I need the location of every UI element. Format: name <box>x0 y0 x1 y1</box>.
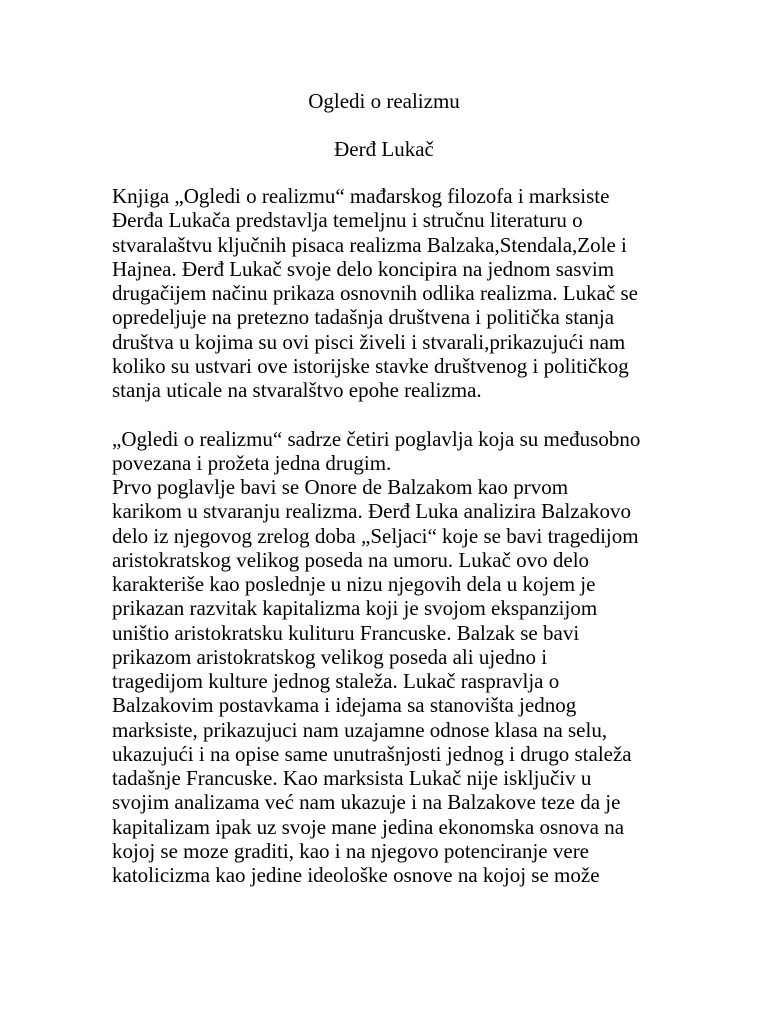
paragraph-spacer <box>112 402 712 426</box>
text-line: kojoj se moze graditi, kao i na njegovo potenciranje vere <box>112 838 590 863</box>
text-line: povezana i prožeta jedna drugim. <box>112 450 392 475</box>
text-line: koliko su ustvari ove istorijske stavke društvenog i političkog <box>112 353 629 378</box>
text-line: prikazan razvitak kapitalizma koji je svojom ekspanzijom <box>112 596 598 621</box>
text-line: uništio aristokratsku kulituru Francuske. Balzak se bavi <box>112 620 580 645</box>
text-line: ukazujući i na opise same unutrašnjosti jednog i drugo staleža <box>112 741 632 766</box>
document-title: Ogledi o realizmu <box>308 89 460 113</box>
text-line: Đerđa Lukača predstavlja temeljnu i stručnu literaturu o <box>112 208 583 233</box>
text-line: društva u kojima su ovi pisci živeli i stvarali,prikazujući nam <box>112 329 626 354</box>
paragraph-intro <box>112 184 712 402</box>
text-line: Prvo poglavlje bavi se Onore de Balzakom kao prvom <box>112 475 569 499</box>
text-line: katolicizma kao jedine ideološke osnove na kojoj se može <box>112 863 600 887</box>
text-line: opredeljuje na pretezno tadašnja društvena i politička stanja <box>112 305 615 330</box>
text-line: kapitalizam ipak uz svoje mane jedina ekonomska osnova na <box>112 814 625 839</box>
text-line: aristokratskog velikog poseda na umoru. Lukač ovo delo <box>112 547 590 572</box>
paragraph-chapters <box>112 427 712 476</box>
text-line: stvaralaštvu ključnih pisaca realizma Balzaka,Stendala,Zole i <box>112 232 627 257</box>
text-line: „Ogledi o realizmu“ sadrze četiri poglavlja koja su međusobno <box>112 426 641 451</box>
text-line: drugačijem načinu prikaza osnovnih odlika realizma. Lukač se <box>112 281 638 305</box>
text-line: delo iz njegovog zrelog doba „Seljaci“ koje se bavi tragedijom <box>112 523 639 548</box>
text-line: stanja uticale na stvaralštvo epohe realizma. <box>112 378 482 402</box>
text-line: Knjiga „Ogledi o realizmu“ mađarskog filozofa i marksiste <box>112 184 610 208</box>
text-line: tragedijom kulture jednog staleža. Lukač raspravlja o <box>112 669 560 693</box>
text-line: svojim analizama već nam ukazuje i na Balzakove teze da je <box>112 790 621 815</box>
paragraph-balzac <box>112 475 712 887</box>
text-line: tadašnje Francuske. Kao marksista Lukač nije isključiv u <box>112 766 592 790</box>
document-author: Đerđ Lukač <box>334 137 434 161</box>
text-line: marksiste, prikazujuci nam uzajamne odnose klasa na selu, <box>112 717 608 742</box>
text-line: Balzakovim postavkama i idejama sa stanovišta jednog <box>112 693 577 718</box>
text-line: karakteriše kao poslednje u nizu njegovih dela u kojem je <box>112 572 596 596</box>
text-line: karikom u stvaranju realizma. Đerđ Luka analizira Balzakovo <box>112 499 631 524</box>
document-body <box>112 184 712 887</box>
text-line: prikazom aristokratskog velikog poseda ali ujedno i <box>112 644 548 669</box>
text-line: Hajnea. Đerđ Lukač svoje delo koncipira na jednom sasvim <box>112 256 615 281</box>
